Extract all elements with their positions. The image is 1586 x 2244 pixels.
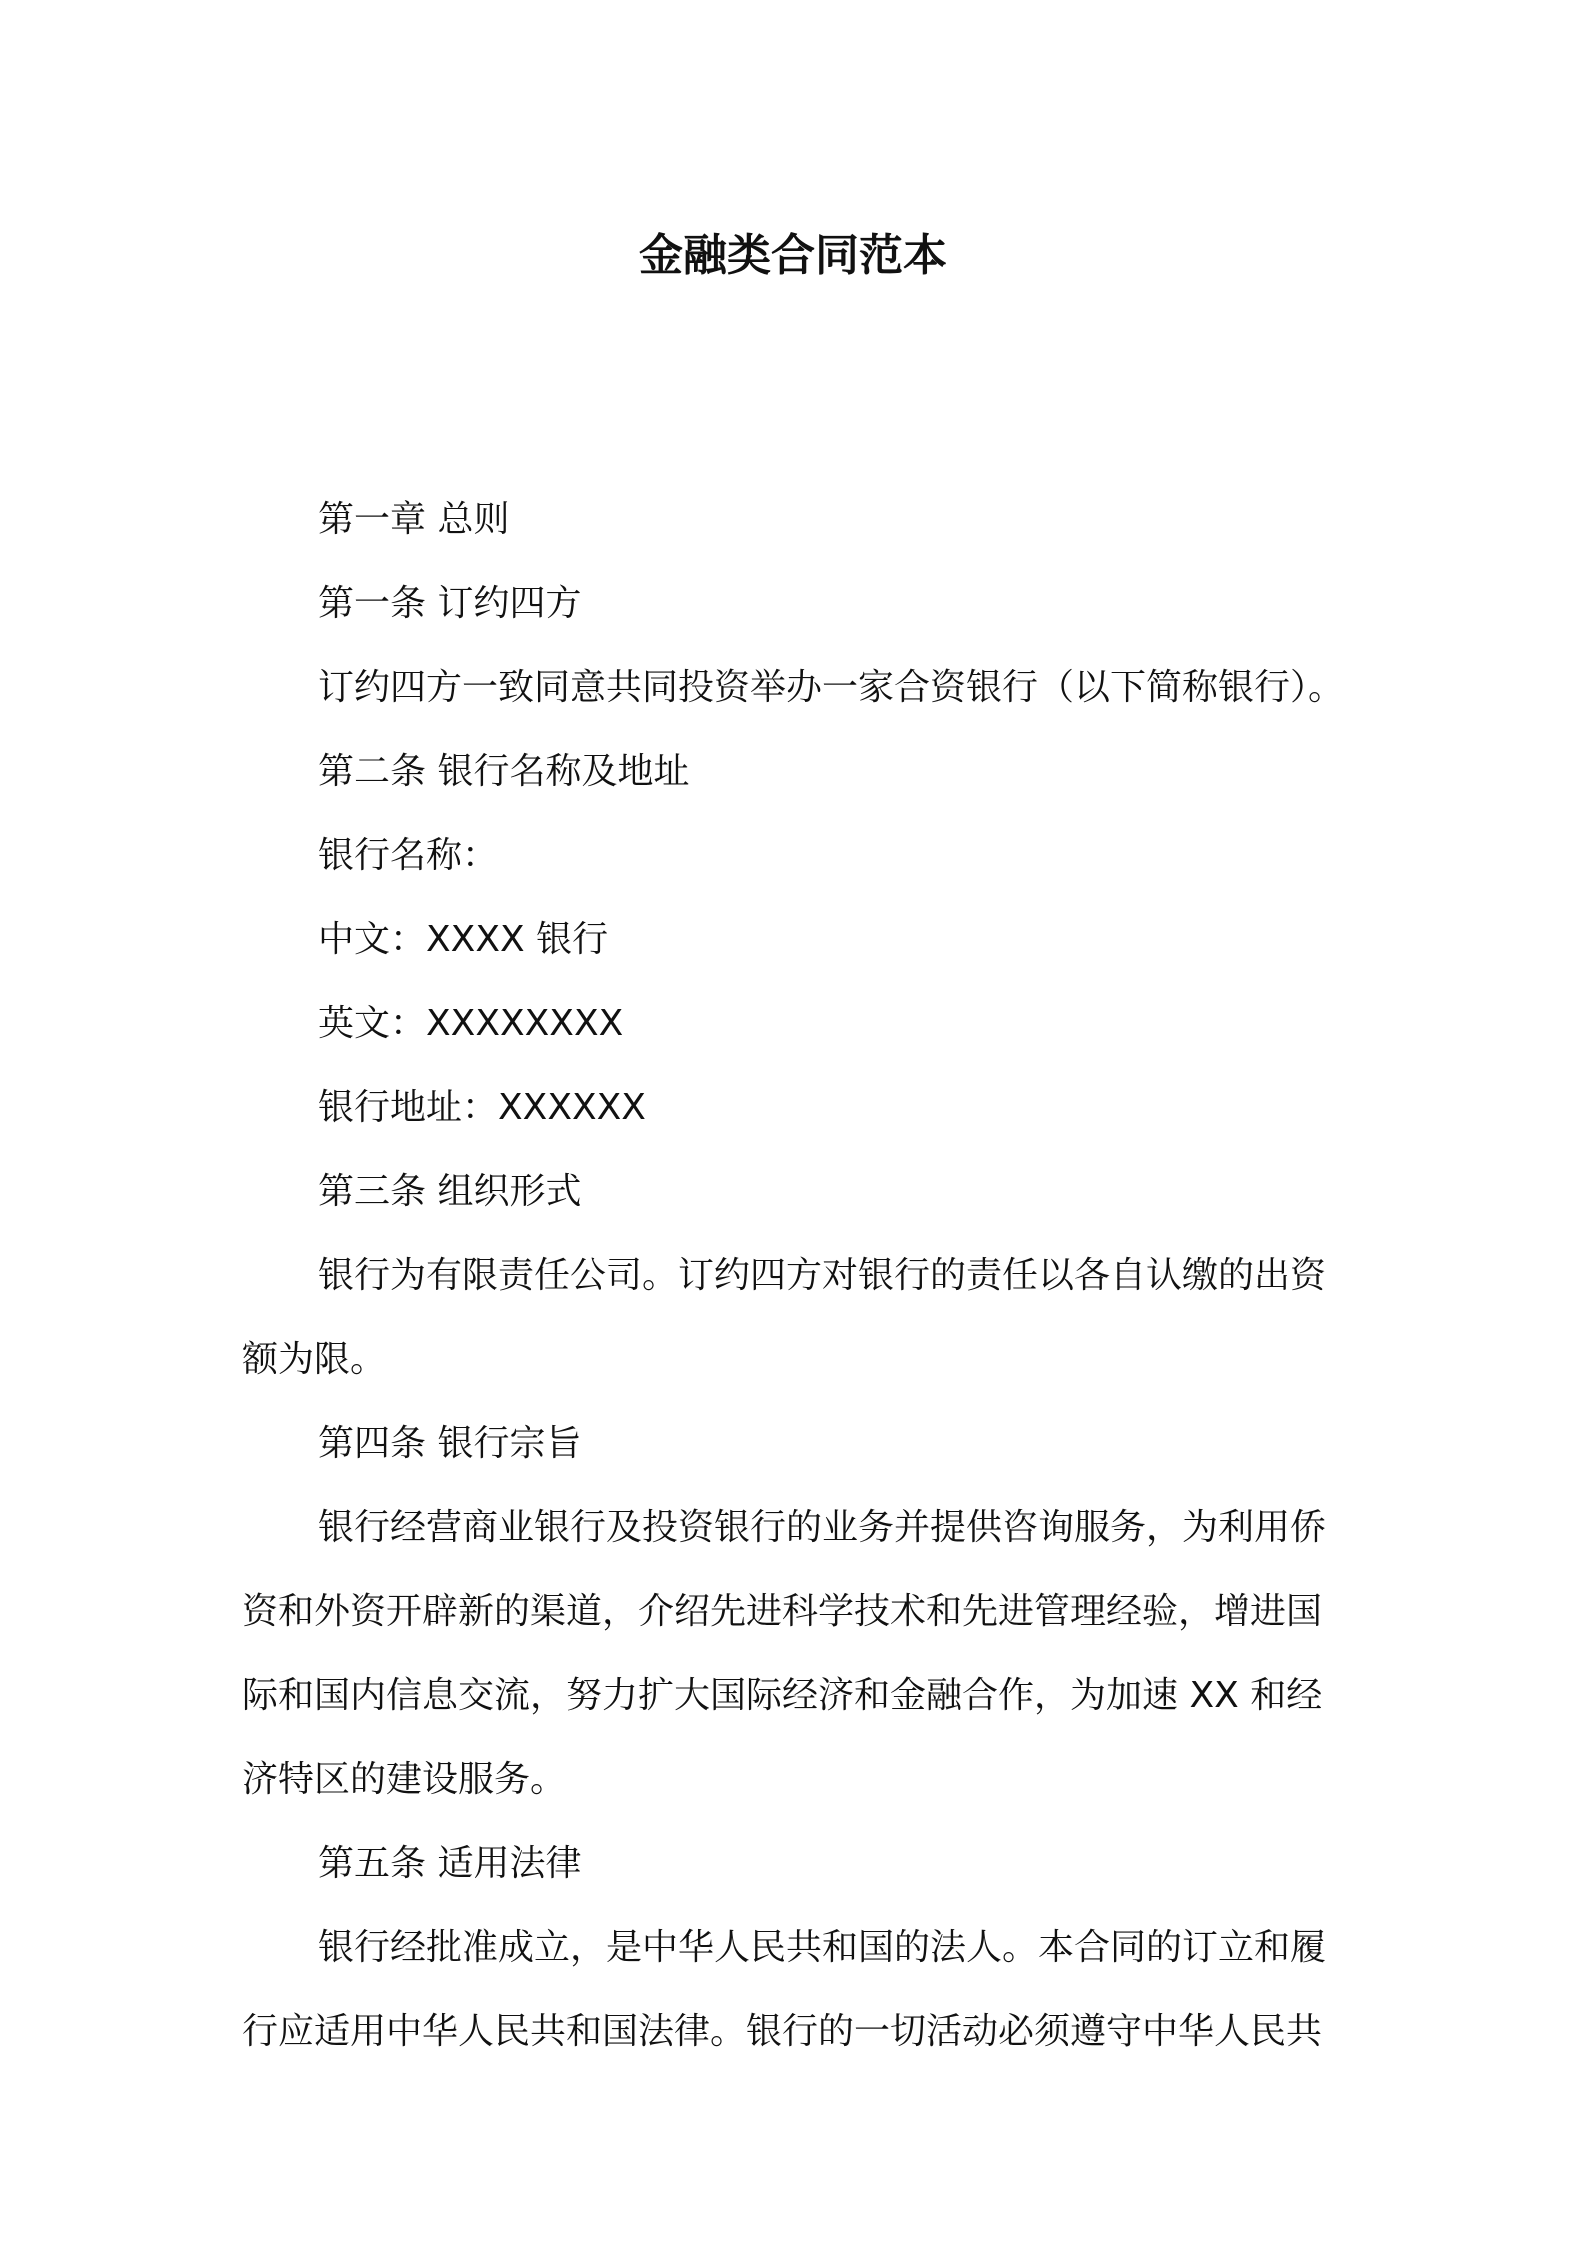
article-heading-3: 第三条 组织形式 [318,1171,582,1212]
document-title: 金融类合同范本 [639,230,947,281]
paragraph-line: 额为限。 [242,1339,387,1380]
paragraph-line: 资和外资开辟新的渠道，介绍先进科学技术和先进管理经验，增进国 [242,1591,1323,1632]
article-heading-1: 第一条 订约四方 [318,583,582,624]
paragraph-line: 英文：XXXXXXXX [318,1003,624,1044]
paragraph-line: 行应适用中华人民共和国法律。银行的一切活动必须遵守中华人民共 [242,2011,1323,2052]
paragraph-line: 银行为有限责任公司。订约四方对银行的责任以各自认缴的出资 [318,1255,1327,1296]
paragraph-line: 银行经批准成立，是中华人民共和国的法人。本合同的订立和履 [318,1927,1327,1968]
paragraph-line: 中文：XXXX 银行 [318,919,609,960]
chapter-heading: 第一章 总则 [318,499,510,540]
document-body [242,478,1362,2074]
article-heading-5: 第五条 适用法律 [318,1843,582,1884]
article-heading-4: 第四条 银行宗旨 [318,1423,582,1464]
paragraph-line: 银行地址：XXXXXX [318,1087,646,1128]
paragraph-line: 际和国内信息交流，努力扩大国际经济和金融合作，为加速 XX 和经 [242,1675,1323,1716]
article-heading-2: 第二条 银行名称及地址 [318,751,690,792]
paragraph-line: 银行经营商业银行及投资银行的业务并提供咨询服务，为利用侨 [318,1507,1327,1548]
paragraph-line: 济特区的建设服务。 [242,1759,567,1800]
paragraph-line: 订约四方一致同意共同投资举办一家合资银行（以下简称银行）。 [318,667,1345,708]
paragraph-line: 银行名称： [318,835,499,876]
